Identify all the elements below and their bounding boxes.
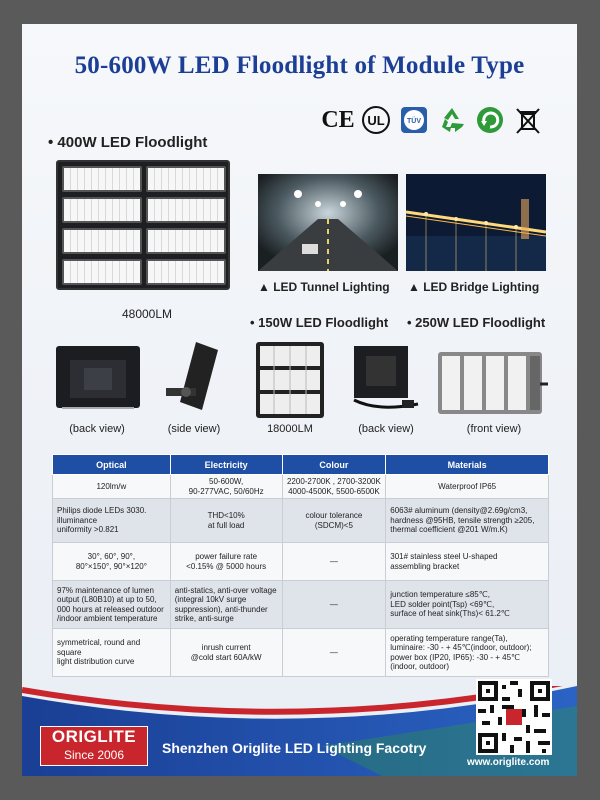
- ul-mark-text: UL: [367, 113, 385, 128]
- table-cell: anti-statics, anti-over voltage (integral 10kV surge suppression), anti-thunder strike, anti-surge: [170, 581, 282, 629]
- lumen-400w: 48000LM: [121, 307, 173, 321]
- caption-tunnel: ▲ LED Tunnel Lighting: [258, 280, 390, 294]
- caption-side-view: (side view): [167, 423, 221, 435]
- heading-250w: • 250W LED Floodlight: [407, 315, 546, 330]
- ul-mark-icon: [360, 104, 392, 136]
- table-cell: symmetrical, round and square light distribution curve: [53, 629, 171, 677]
- page-title: 50-600W LED Floodlight of Module Type: [74, 52, 525, 79]
- table-cell: —: [282, 629, 386, 677]
- led-module: [146, 259, 226, 285]
- table-cell: 120lm/w: [53, 475, 171, 499]
- brand-logo: [40, 726, 148, 766]
- floodlight-150w-image: [254, 340, 326, 420]
- flyer-page: [22, 24, 577, 776]
- table-row: [53, 475, 549, 499]
- led-module: [146, 228, 226, 254]
- company-name: Shenzhen Origlite LED Lighting Facotry: [162, 740, 427, 756]
- floodlight-150w-back-image: [348, 342, 424, 416]
- caption-back-view-2: (back view): [358, 423, 414, 435]
- table-cell: THD<10% at full load: [170, 499, 282, 543]
- caption-bridge: ▲ LED Bridge Lighting: [408, 280, 540, 294]
- table-row: [53, 629, 549, 677]
- table-row: [53, 581, 549, 629]
- floodlight-side-view-image: [156, 340, 228, 416]
- table-cell: 6063# aluminum (density@2.69g/cm3, hardness @95HB, tensile strength ≥205, thermal coefficient @201 W/m.K): [386, 499, 549, 543]
- website-url[interactable]: www.origlite.com: [467, 757, 550, 768]
- led-module: [62, 228, 142, 254]
- bridge-lighting-photo: [406, 174, 546, 271]
- led-module: [146, 197, 226, 223]
- caption-back-view-1: (back view): [69, 423, 125, 435]
- tuv-mark-icon: [398, 104, 430, 136]
- table-cell: operating temperature range(Ta), luminaire: -30 - + 45℃(indoor, outdoor); power box (IP20, IP65): -30 - + 45℃ (indoor, outdoor): [386, 629, 549, 677]
- table-cell: 2200-2700K , 2700-3200K 4000-4500K, 5500-6500K: [282, 475, 386, 499]
- table-cell: 97% maintenance of lumen output (L80B10) at up to 50, 000 hours at released outdoor /indoor ambient temperature: [53, 581, 171, 629]
- led-module: [62, 197, 142, 223]
- spec-table: [52, 454, 549, 677]
- table-cell: 301# stainless steel U-shaped assembling bracket: [386, 543, 549, 581]
- header-optical: Optical: [53, 455, 171, 475]
- table-cell: Waterproof IP65: [386, 475, 549, 499]
- brand-since: Since 2006: [63, 748, 125, 762]
- header-materials: Materials: [386, 455, 549, 475]
- certification-row: [322, 104, 544, 136]
- tuv-mark-text: TÜV: [407, 118, 421, 125]
- table-cell: 50-600W, 90-277VAC, 50/60Hz: [170, 475, 282, 499]
- header-colour: Colour: [282, 455, 386, 475]
- recycle-icon: [436, 104, 468, 136]
- table-cell: colour tolerance (SDCM)<5: [282, 499, 386, 543]
- qr-code-icon: [476, 679, 552, 755]
- table-cell: —: [282, 543, 386, 581]
- led-module: [62, 166, 142, 192]
- tunnel-lighting-photo: [258, 174, 398, 271]
- floodlight-400w-image: [56, 160, 230, 290]
- table-cell: junction temperature ≤85℃, LED solder point(Tsp) <69℃, surface of heat sink(Ths)< 61.2℃: [386, 581, 549, 629]
- ce-mark-icon: CE: [321, 106, 355, 133]
- led-module: [146, 166, 226, 192]
- table-cell: inrush current @cold start 60A/kW: [170, 629, 282, 677]
- spec-table-header-row: [53, 455, 549, 475]
- led-module: [62, 259, 142, 285]
- caption-front-view: (front view): [466, 423, 522, 435]
- floodlight-250w-image: [436, 350, 550, 416]
- floodlight-back-view-image: [52, 342, 144, 412]
- table-row: [53, 499, 549, 543]
- header-electricity: Electricity: [170, 455, 282, 475]
- table-cell: —: [282, 581, 386, 629]
- heading-400w: • 400W LED Floodlight: [48, 134, 208, 151]
- table-cell: Philips diode LEDs 3030. illuminance uniformity >0.821: [53, 499, 171, 543]
- weee-bin-icon: [512, 104, 544, 136]
- table-cell: 30°, 60°, 90°, 80°×150°, 90°×120°: [53, 543, 171, 581]
- table-row: [53, 543, 549, 581]
- green-arrow-icon: [474, 104, 506, 136]
- brand-name: ORIGLITE: [51, 727, 137, 746]
- heading-150w: • 150W LED Floodlight: [250, 315, 389, 330]
- table-cell: power failure rate <0.15% @ 5000 hours: [170, 543, 282, 581]
- caption-lumen-150w: 18000LM: [267, 423, 313, 435]
